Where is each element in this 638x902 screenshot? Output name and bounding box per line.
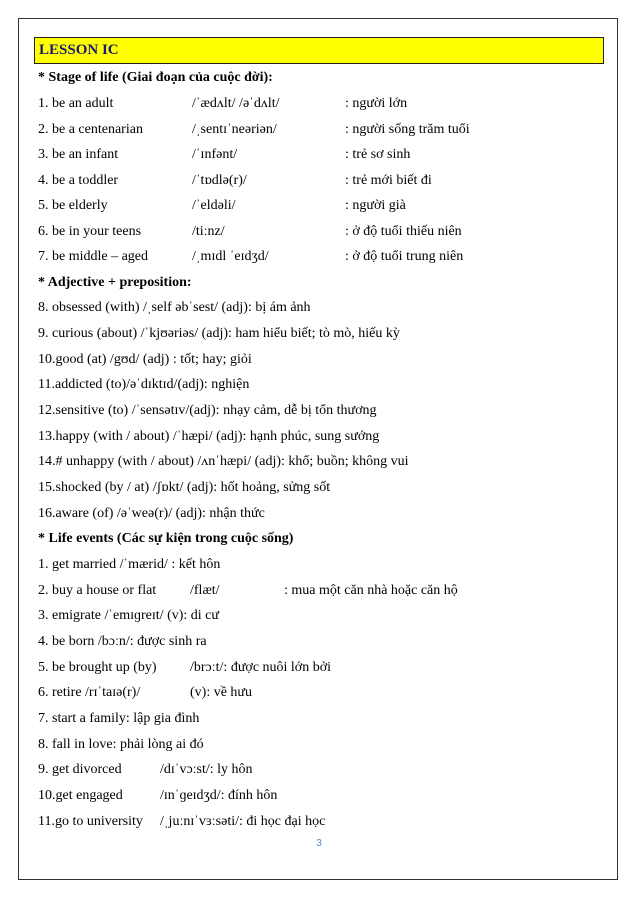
adjective-item: 12.sensitive (to) /ˈsensətɪv/(adj): nhạy cảm, dễ bị tổn thương — [38, 403, 377, 418]
stage-row-1 — [38, 95, 113, 113]
stage-meaning: : ở độ tuổi thiếu niên — [345, 224, 462, 239]
adjective-heading: * Adjective + preposition: — [38, 275, 192, 290]
stage-meaning: : trẻ sơ sinh — [345, 147, 411, 162]
stage-ipa: /ˈeldəli/ — [192, 198, 236, 213]
adjective-item: 13.happy (with / about) /ˈhæpi/ (adj): hạnh phúc, sung sướng — [38, 429, 380, 444]
stage-term: 3. be an infant — [38, 147, 119, 162]
stage-term: 5. be elderly — [38, 198, 108, 213]
stage-ipa: /ˈædʌlt/ /əˈdʌlt/ — [192, 96, 280, 111]
stage-ipa: /ˈtɒdlə(r)/ — [192, 173, 247, 188]
stage-ipa: /tiːnz/ — [192, 224, 225, 239]
stage-ipa: /ˈɪnfənt/ — [192, 147, 238, 162]
adjective-item: 9. curious (about) /ˈkjʊəriəs/ (adj): ham hiểu biết; tò mò, hiếu kỳ — [38, 326, 400, 341]
stage-ipa: /ˌsentɪˈneəriən/ — [192, 122, 277, 137]
life-event-item: 7. start a family: lập gia đình — [38, 711, 200, 726]
stage-meaning: : người già — [345, 198, 406, 213]
stage-term: 4. be a toddler — [38, 173, 119, 188]
stage-meaning: : ở độ tuổi trung niên — [345, 249, 464, 264]
life-event-item: 9. get divorced — [38, 762, 122, 777]
stage-meaning: : người sống trăm tuổi — [345, 122, 470, 137]
life-event-item: 4. be born /bɔːn/: được sinh ra — [38, 634, 207, 649]
life-event-item: 8. fall in love: phải lòng ai đó — [38, 737, 204, 752]
life-event-ipa: /brɔːt/: được nuôi lớn bởi — [190, 660, 332, 675]
life-event-item: 11.go to university — [38, 814, 143, 829]
stage-term: 1. be an adult — [38, 96, 114, 111]
life-event-ipa: /ˌjuːnɪˈvɜːsəti/: đi học đại học — [160, 814, 326, 829]
adjective-item: 16.aware (of) /əˈweə(r)/ (adj): nhận thức — [38, 506, 265, 521]
adjective-item: 11.addicted (to)/əˈdɪktɪd/(adj): nghiện — [38, 377, 250, 392]
lesson-title: LESSON IC — [34, 37, 604, 64]
life-event-item: 5. be brought up (by) — [38, 660, 157, 675]
life-event-meaning: : mua một căn nhà hoặc căn hộ — [284, 583, 458, 598]
stage-meaning: : người lớn — [345, 96, 408, 111]
stage-term: 6. be in your teens — [38, 224, 142, 239]
life-events-heading: * Life events (Các sự kiện trong cuộc sống) — [38, 531, 294, 546]
life-event-ipa: /ɪnˈɡeɪdʒd/: đính hôn — [160, 788, 278, 803]
adjective-item: 14.# unhappy (with / about) /ʌnˈhæpi/ (adj): khổ; buồn; không vui — [38, 454, 409, 469]
life-event-item: 1. get married /ˈmærid/ : kết hôn — [38, 557, 221, 572]
adjective-item: 8. obsessed (with) /ˌself əbˈsest/ (adj): bị ám ảnh — [38, 300, 311, 315]
stage-term: 7. be middle – aged — [38, 249, 149, 264]
stage-ipa: /ˌmɪdl ˈeɪdʒd/ — [192, 249, 269, 264]
page-number: 3 — [316, 838, 322, 849]
adjective-item: 15.shocked (by / at) /ʃɒkt/ (adj): hốt hoảng, sửng sốt — [38, 480, 331, 495]
stage-term: 2. be a centenarian — [38, 122, 143, 137]
life-event-item: 3. emigrate /ˈemɪɡreɪt/ (v): di cư — [38, 608, 219, 623]
life-event-ipa: (v): về hưu — [190, 685, 253, 700]
stage-meaning: : trẻ mới biết đi — [345, 173, 432, 188]
adjective-item: 10.good (at) /gʊd/ (adj) : tốt; hay; giỏi — [38, 352, 252, 367]
life-event-item: 2. buy a house or flat — [38, 583, 157, 598]
life-event-item: 6. retire /rɪˈtaɪə(r)/ — [38, 685, 141, 700]
life-event-ipa: /flæt/ — [190, 583, 220, 598]
life-event-ipa: /dɪˈvɔːst/: ly hôn — [160, 762, 253, 777]
life-event-item: 10.get engaged — [38, 788, 123, 803]
stage-heading: * Stage of life (Giai đoạn của cuộc đời): — [38, 70, 273, 85]
